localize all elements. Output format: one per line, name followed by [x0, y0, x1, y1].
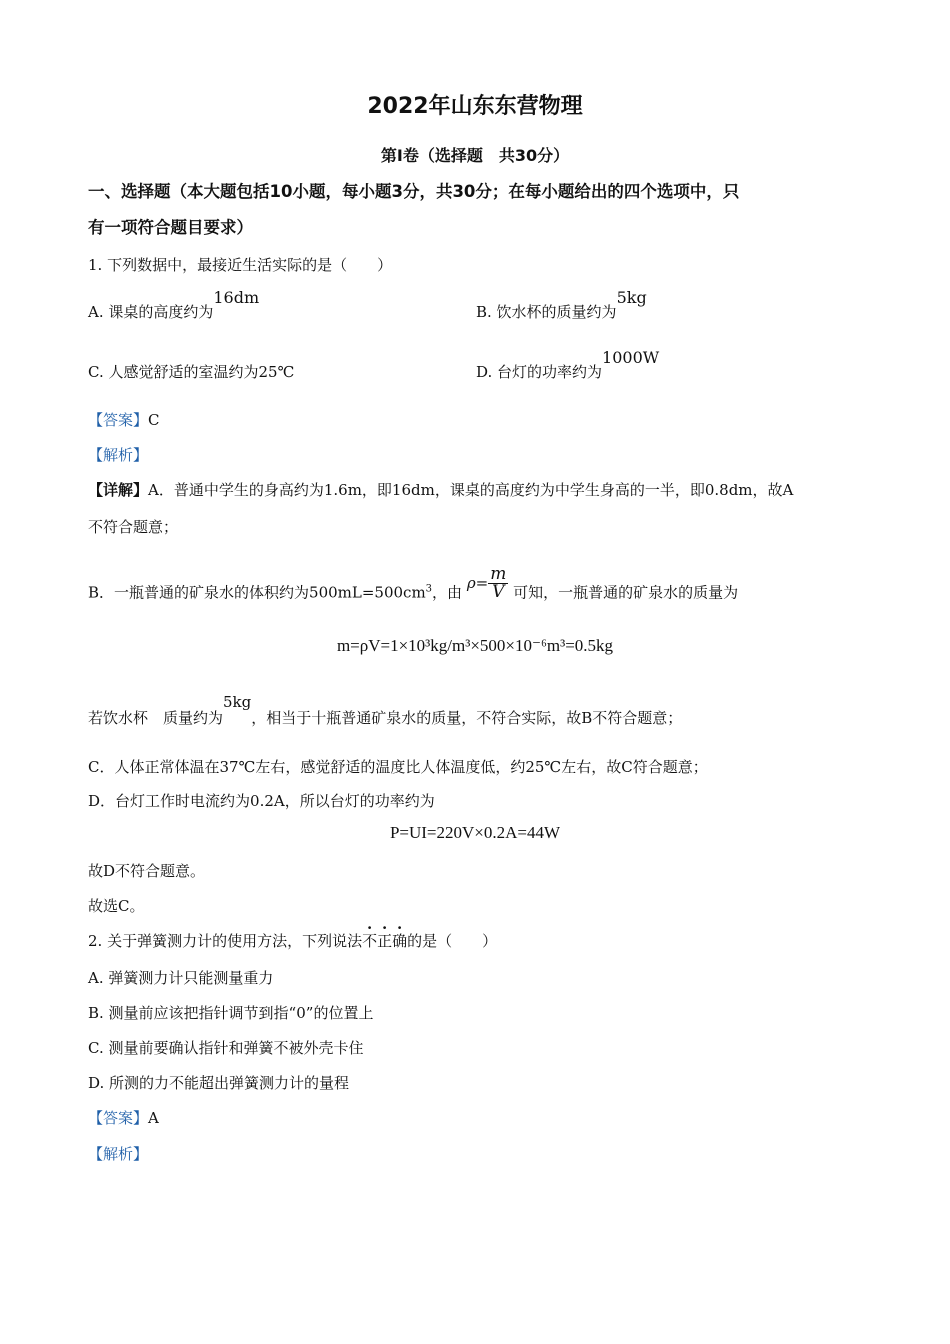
answer-value: C [148, 411, 160, 429]
section-subtitle: 第Ⅰ卷（选择题 共30分） [380, 146, 570, 165]
q1-detail-d-line1: D．台灯工作时电流约为0.2A，所以台灯的功率约为 [88, 792, 435, 810]
q2-option-d: D. 所测的力不能超出弹簧测力计的量程 [88, 1074, 350, 1092]
answer-tag: 【答案】 [88, 1109, 149, 1127]
q1-detail-b-line3 [88, 693, 683, 728]
q1-detail-a-line2: 不符合题意； [88, 518, 179, 536]
q1-detail-d-line2: 故D不符合题意。 [88, 862, 206, 880]
q1-option-a-value: 16dm [213, 288, 260, 307]
detail-b-mid: ，由 [432, 583, 463, 602]
q1-analysis-tag: 【解析】 [88, 446, 149, 464]
q2-option-c: C. 测量前要确认指针和弹簧不被外壳卡住 [88, 1039, 364, 1057]
formula-mass: m=ρV=1×10³kg/m³×500×10⁻⁶m³=0.5kg [336, 636, 614, 655]
formula-power: P=UI=220V×0.2A=44W [389, 823, 561, 842]
section-heading-line2: 有一项符合题目要求） [88, 218, 253, 237]
fraction-numerator: m [490, 564, 507, 584]
detail-b3-pre: 若饮水杯 质量约为 [88, 709, 224, 727]
q2-stem-post: 的是（ ） [407, 932, 498, 950]
q1-option-d [476, 348, 660, 382]
q2-stem-pre: 2. 关于弹簧测力计的使用方法，下列说法 [88, 932, 363, 950]
detail-b-pre: B．一瓶普通的矿泉水的体积约为500mL=500cm [88, 583, 426, 602]
page-title: 2022年山东东营物理 [367, 94, 583, 119]
q1-option-c: C. 人感觉舒适的室温约为25℃ [88, 363, 295, 381]
q1-option-a [88, 288, 260, 322]
q1-conclusion: 故选C。 [88, 897, 145, 915]
section-heading-line1: 一、选择题（本大题包括10小题，每小题3分，共30分；在每小题给出的四个选项中，只 [88, 182, 740, 201]
q1-option-a-text: A. 课桌的高度约为 [88, 303, 214, 321]
density-fraction [488, 566, 508, 601]
emphasis-char-2: 正 [377, 932, 393, 950]
q1-answer [88, 410, 160, 430]
q1-detail-b-line1 [88, 564, 739, 611]
q2-analysis-tag: 【解析】 [88, 1145, 149, 1163]
rho-equals: ρ= [466, 573, 489, 592]
q1-option-b [476, 288, 647, 322]
answer-tag: 【答案】 [88, 411, 149, 429]
q1-detail-c: C．人体正常体温在37℃左右，感觉舒适的温度比人体温度低，约25℃左右，故C符合题意； [88, 758, 708, 776]
detail-b-post: 可知，一瓶普通的矿泉水的质量为 [513, 583, 739, 602]
q1-option-d-text: D. 台灯的功率约为 [476, 363, 603, 381]
q1-option-d-value: 1000W [602, 348, 660, 367]
q2-option-b: B. 测量前应该把指针调节到指“0”的位置上 [88, 1004, 374, 1022]
detail-a-text: A．普通中学生的身高约为1.6m，即16dm，课桌的高度约为中学生身高的一半，即0.8dm，故A [148, 481, 794, 499]
detail-tag: 【详解】 [88, 481, 149, 499]
q2-option-a: A. 弹簧测力计只能测量重力 [88, 969, 274, 987]
q1-option-b-text: B. 饮水杯的质量约为 [476, 303, 617, 321]
q1-detail-a-line1 [88, 480, 793, 500]
question-2-stem [88, 931, 497, 951]
question-1-stem: 1. 下列数据中，最接近生活实际的是（ ） [88, 256, 393, 274]
emphasis-char-1: 不 [362, 932, 378, 950]
detail-b-sup: 3 [425, 583, 433, 595]
q1-option-b-value: 5kg [616, 288, 647, 307]
emphasis-char-3: 确 [392, 932, 408, 950]
answer-value: A [148, 1109, 159, 1127]
q2-answer [88, 1108, 159, 1128]
fraction-denominator: V [492, 582, 505, 602]
detail-b3-value: 5kg [223, 693, 252, 711]
detail-b3-post: ，相当于十瓶普通矿泉水的质量，不符合实际，故B不符合题意； [251, 709, 683, 727]
